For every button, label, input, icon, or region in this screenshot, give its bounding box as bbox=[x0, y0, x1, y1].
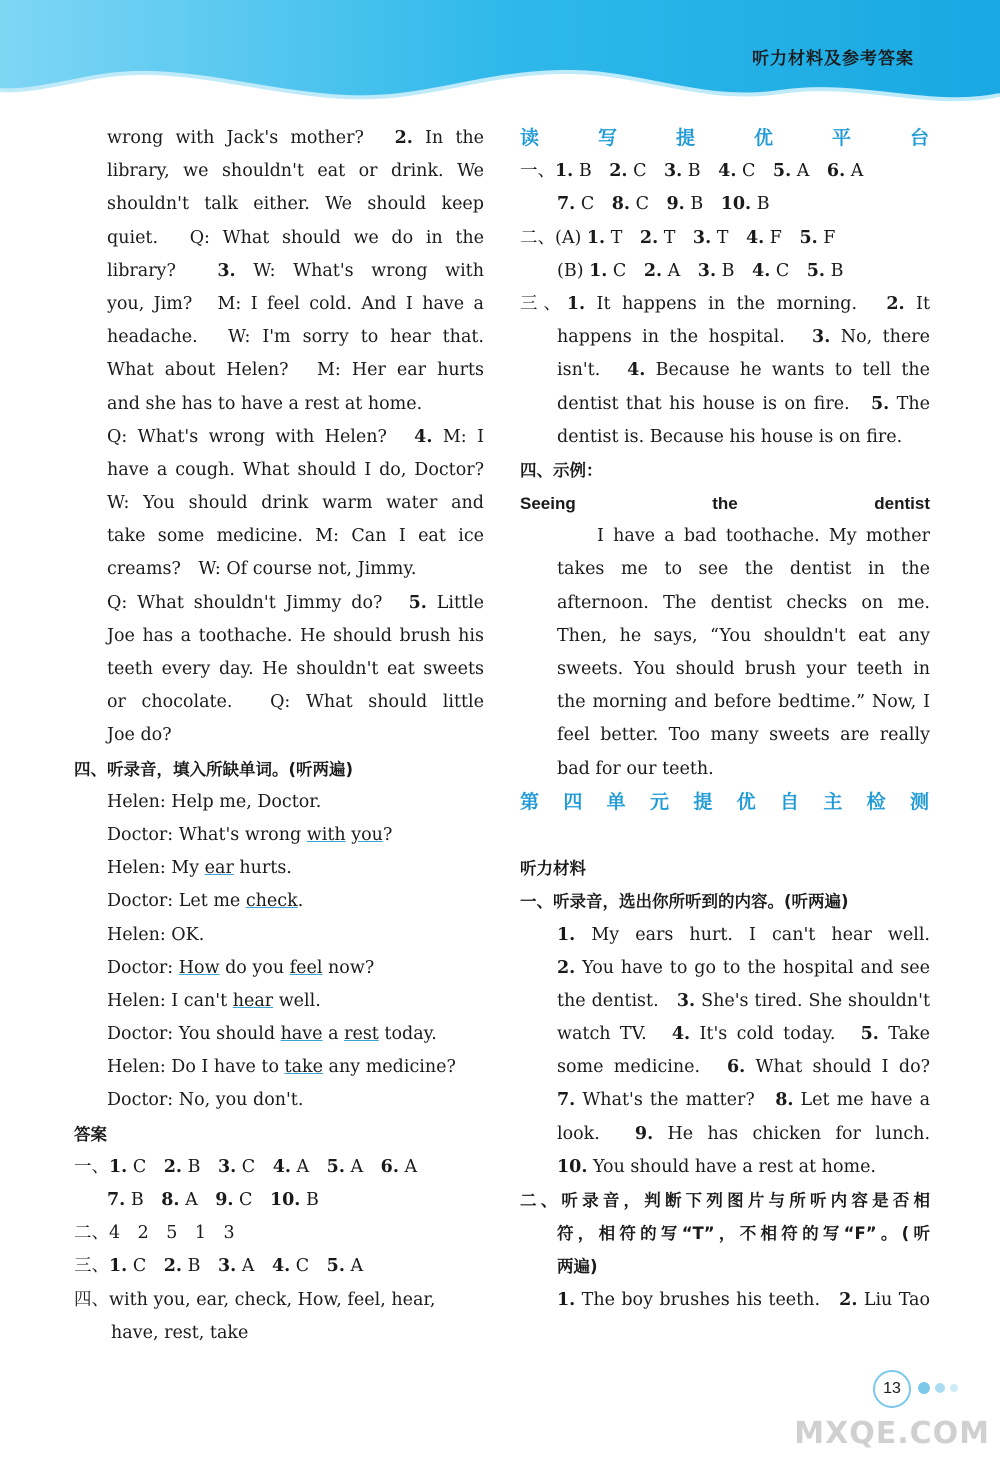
left-text-line: 一、1. C 2. B 3. C 4. A 5. A 6. A bbox=[74, 1156, 418, 1177]
right-text-line: 二、听录音，判断下列图片与所听内容是否相 bbox=[520, 1191, 930, 1210]
left-text-line: Helen: Do I have to take any medicine? bbox=[107, 1057, 456, 1078]
left-text-line: teeth every day. He shouldn't eat sweets bbox=[107, 659, 484, 679]
right-text-line bbox=[520, 819, 930, 852]
right-text-line: 1. My ears hurt. I can't hear well. bbox=[557, 924, 930, 945]
right-text-line: happens in the hospital. 3. No, there bbox=[557, 327, 930, 348]
left-text-line: take some medicine. M: Can I eat ice bbox=[107, 526, 484, 547]
left-text-line: Helen: My ear hurts. bbox=[107, 858, 292, 879]
right-text-line: dentist is. Because his house is on fire. bbox=[557, 426, 903, 447]
left-text-line: W: You should drink warm water and bbox=[107, 493, 484, 514]
left-text-line: Q: What shouldn't Jimmy do? 5. Little bbox=[107, 592, 484, 613]
left-text-line: 答案 bbox=[74, 1124, 107, 1144]
watermark: MXQE.COM bbox=[794, 1416, 990, 1451]
right-text-line: 两遍) bbox=[557, 1257, 598, 1277]
right-text-line: 三、1. It happens in the morning. 2. It bbox=[520, 293, 931, 314]
page-number: 13 bbox=[873, 1370, 911, 1408]
right-text-line: Then, he says, “You shouldn't eat any bbox=[557, 625, 930, 646]
right-text-line: 1. The boy brushes his teeth. 2. Liu Tao bbox=[557, 1289, 930, 1310]
right-text-line: isn't. 4. Because he wants to tell the bbox=[557, 360, 930, 381]
right-text-line: 一、听录音，选出你所听到的内容。(听两遍) bbox=[520, 892, 849, 912]
right-text-line: feel better. Too many sweets are really bbox=[557, 725, 930, 746]
left-text-line: 四、听录音，填入所缺单词。(听两遍) bbox=[74, 759, 354, 779]
left-text-line: library? 3. W: What's wrong with bbox=[107, 260, 484, 281]
essay-title: Seeing the dentist bbox=[520, 494, 930, 514]
right-text-line: 10. You should have a rest at home. bbox=[557, 1156, 876, 1177]
left-text-line: quiet. Q: What should we do in the bbox=[107, 227, 484, 248]
right-text-line: the dentist. 3. She's tired. She shouldn't bbox=[557, 990, 930, 1011]
left-text-line: Doctor: What's wrong with you? bbox=[107, 824, 393, 845]
left-text-line: have a cough. What should I do, Doctor? bbox=[107, 459, 484, 480]
right-text-line: bad for our teeth. bbox=[557, 758, 714, 779]
right-text-line: 听力材料 bbox=[520, 859, 586, 879]
left-text-line: wrong with Jack's mother? 2. In the bbox=[107, 128, 484, 148]
left-text-line: library, we shouldn't eat or drink. We bbox=[107, 161, 484, 182]
left-text-line: Q: What's wrong with Helen? 4. M: I bbox=[107, 426, 484, 447]
left-text-line: Joe do? bbox=[107, 725, 172, 746]
right-text-line: 7. C 8. C 9. B 10. B bbox=[557, 194, 770, 215]
right-text-line: 2. You have to go to the hospital and see bbox=[557, 957, 930, 978]
right-text-line: takes me to see the dentist in the bbox=[557, 559, 930, 580]
left-text-line: and she has to have a rest at home. bbox=[107, 393, 423, 414]
right-text-line: the morning and before bedtime.” Now, I bbox=[557, 692, 930, 713]
left-text-line: you, Jim? M: I feel cold. And I have a bbox=[107, 293, 484, 314]
left-text-line: 三、1. C 2. B 3. A 4. C 5. A bbox=[74, 1256, 364, 1277]
left-text-line: have, rest, take bbox=[111, 1322, 249, 1343]
right-text-line: afternoon. The dentist checks on me. bbox=[557, 592, 930, 613]
section-title: 读写提优平台 bbox=[520, 127, 930, 149]
right-text-line: watch TV. 4. It's cold today. 5. Take bbox=[557, 1024, 930, 1045]
left-text-line: What about Helen? M: Her ear hurts bbox=[107, 360, 484, 381]
left-text-line: 二、4 2 5 1 3 bbox=[74, 1223, 235, 1244]
left-text-line: Doctor: Let me check. bbox=[107, 891, 304, 912]
right-text-line: 四、示例： bbox=[520, 460, 603, 480]
right-text-line: sweets. You should brush your teeth in bbox=[557, 659, 930, 679]
left-column bbox=[74, 122, 484, 1350]
left-text-line: Joe has a toothache. He should brush his bbox=[107, 625, 484, 646]
left-text-line: Helen: Help me, Doctor. bbox=[107, 791, 322, 812]
left-text-line: creams? W: Of course not, Jimmy. bbox=[107, 559, 417, 580]
right-text-line: I have a bad toothache. My mother bbox=[597, 526, 930, 547]
page-number-decoration bbox=[912, 1380, 972, 1396]
left-text-line: headache. W: I'm sorry to hear that. bbox=[107, 327, 484, 348]
left-text-line: Helen: OK. bbox=[107, 924, 205, 945]
left-text-line: 7. B 8. A 9. C 10. B bbox=[107, 1190, 319, 1210]
left-text-line: or chocolate. Q: What should little bbox=[107, 692, 484, 713]
right-text-line: 符，相符的写“T”，不相符的写“F”。(听 bbox=[557, 1224, 930, 1244]
header-title: 听力材料及参考答案 bbox=[752, 49, 914, 69]
right-column bbox=[520, 122, 930, 1317]
left-text-line: shouldn't talk either. We should keep bbox=[107, 194, 484, 215]
section-title: 第四单元提优自主检测 bbox=[520, 790, 930, 813]
right-text-line: 一、1. B 2. C 3. B 4. C 5. A 6. A bbox=[520, 161, 864, 182]
right-text-line: some medicine. 6. What should I do? bbox=[557, 1057, 930, 1078]
left-text-line: Doctor: You should have a rest today. bbox=[107, 1024, 437, 1045]
left-text-line: Helen: I can't hear well. bbox=[107, 990, 321, 1011]
right-text-line: 7. What's the matter? 8. Let me have a bbox=[557, 1090, 931, 1111]
page-header bbox=[0, 0, 1000, 120]
right-text-line: look. 9. He has chicken for lunch. bbox=[557, 1123, 931, 1144]
left-text-line: 四、with you, ear, check, How, feel, hear, bbox=[74, 1289, 436, 1310]
left-text-line: Doctor: How do you feel now? bbox=[107, 957, 375, 978]
right-text-line: 二、(A) 1. T 2. T 3. T 4. F 5. F bbox=[520, 227, 836, 248]
left-text-line: Doctor: No, you don't. bbox=[107, 1090, 304, 1111]
right-text-line: (B) 1. C 2. A 3. B 4. C 5. B bbox=[557, 260, 844, 281]
right-text-line: dentist that his house is on fire. 5. The bbox=[557, 393, 930, 414]
